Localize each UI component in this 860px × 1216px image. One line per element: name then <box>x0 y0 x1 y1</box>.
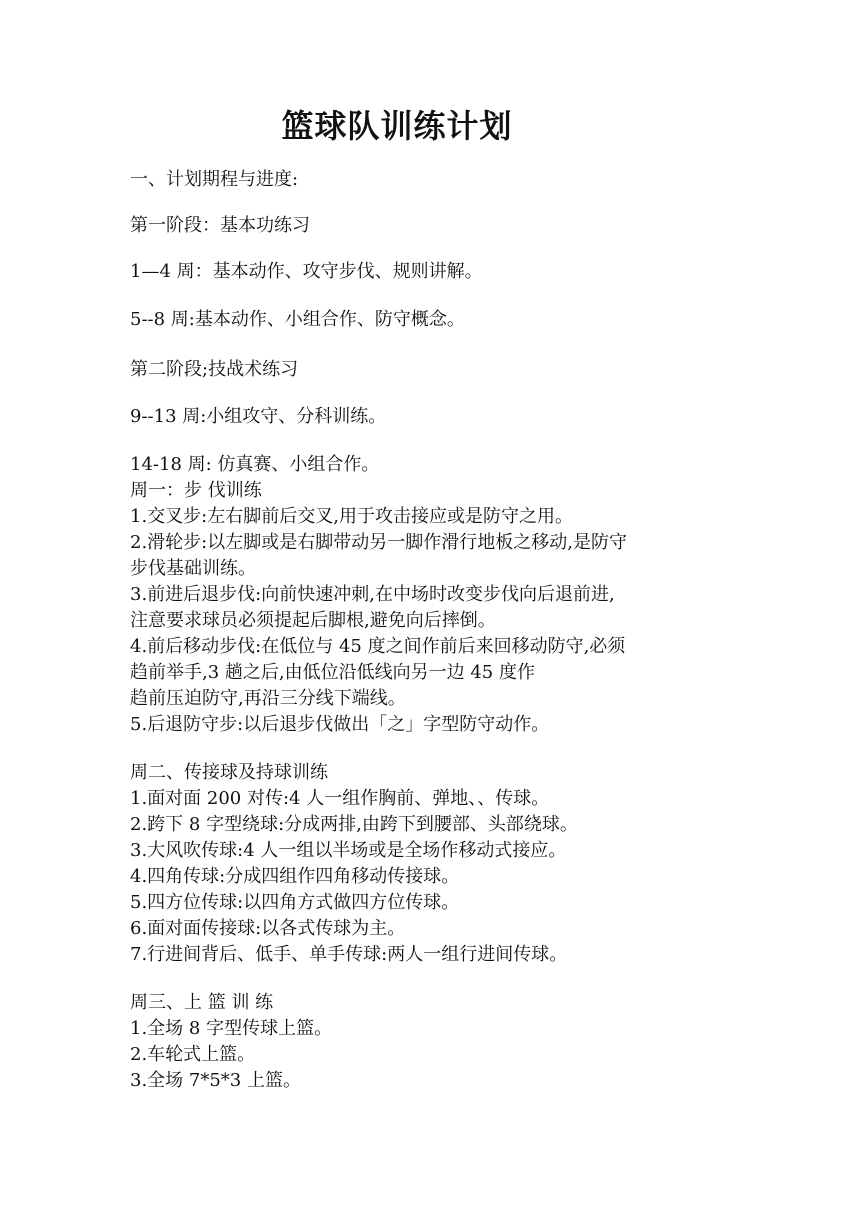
text-line: 9--13 周:小组攻守、分科训练。 <box>130 406 387 427</box>
text-line: 2.跨下 8 字型绕球:分成两排,由跨下到腰部、头部绕球。 <box>130 814 578 835</box>
text-line: 3.大风吹传球:4 人一组以半场或是全场作移动式接应。 <box>130 840 567 861</box>
text-line: 1.面对面 200 对传:4 人一组作胸前、弹地、、传球。 <box>130 788 550 809</box>
text-line: 3.全场 7*5*3 上篮。 <box>130 1070 301 1091</box>
text-line: 5--8 周:基本动作、小组合作、防守概念。 <box>130 309 465 330</box>
text-line: 1—4 周：基本动作、攻守步伐、规则讲解。 <box>130 261 483 282</box>
wednesday-heading: 周三、上 篮 训 练 <box>130 992 274 1013</box>
document-title: 篮球队训练计划 <box>281 107 513 145</box>
text-line: 4.四角传球:分成四组作四角移动传接球。 <box>130 866 460 887</box>
text-line: 趋前压迫防守,再沿三分线下端线。 <box>130 688 406 709</box>
text-line: 4.前后移动步伐:在低位与 45 度之间作前后来回移动防守,必须 <box>130 636 626 657</box>
monday-heading: 周一：步 伐训练 <box>130 480 262 501</box>
text-line: 1.交叉步:左右脚前后交叉,用于攻击接应或是防守之用。 <box>130 506 573 527</box>
text-line: 注意要求球员必须提起后脚根,避免向后摔倒。 <box>130 610 496 631</box>
text-line: 1.全场 8 字型传球上篮。 <box>130 1018 333 1039</box>
section-heading-schedule: 一、计划期程与进度: <box>130 169 299 190</box>
text-line: 14-18 周: 仿真赛、小组合作。 <box>130 454 380 475</box>
text-line: 步伐基础训练。 <box>130 558 256 579</box>
phase-two-heading: 第二阶段;技战术练习 <box>130 359 299 380</box>
text-line: 5.四方位传球:以四角方式做四方位传球。 <box>130 892 460 913</box>
tuesday-heading: 周二、传接球及持球训练 <box>130 762 328 783</box>
text-line: 3.前进后退步伐:向前快速冲刺,在中场时改变步伐向后退前进, <box>130 584 615 605</box>
text-line: 7.行进间背后、低手、单手传球:两人一组行进间传球。 <box>130 944 568 965</box>
text-line: 趋前举手,3 趟之后,由低位沿低线向另一边 45 度作 <box>130 662 535 683</box>
text-line: 6.面对面传接球:以各式传球为主。 <box>130 918 406 939</box>
phase-one-heading: 第一阶段：基本功练习 <box>130 215 310 236</box>
text-line: 2.滑轮步:以左脚或是右脚带动另一脚作滑行地板之移动,是防守 <box>130 532 627 553</box>
text-line: 5.后退防守步:以后退步伐做出「之」字型防守动作。 <box>130 714 550 735</box>
text-line: 2.车轮式上篮。 <box>130 1044 256 1065</box>
